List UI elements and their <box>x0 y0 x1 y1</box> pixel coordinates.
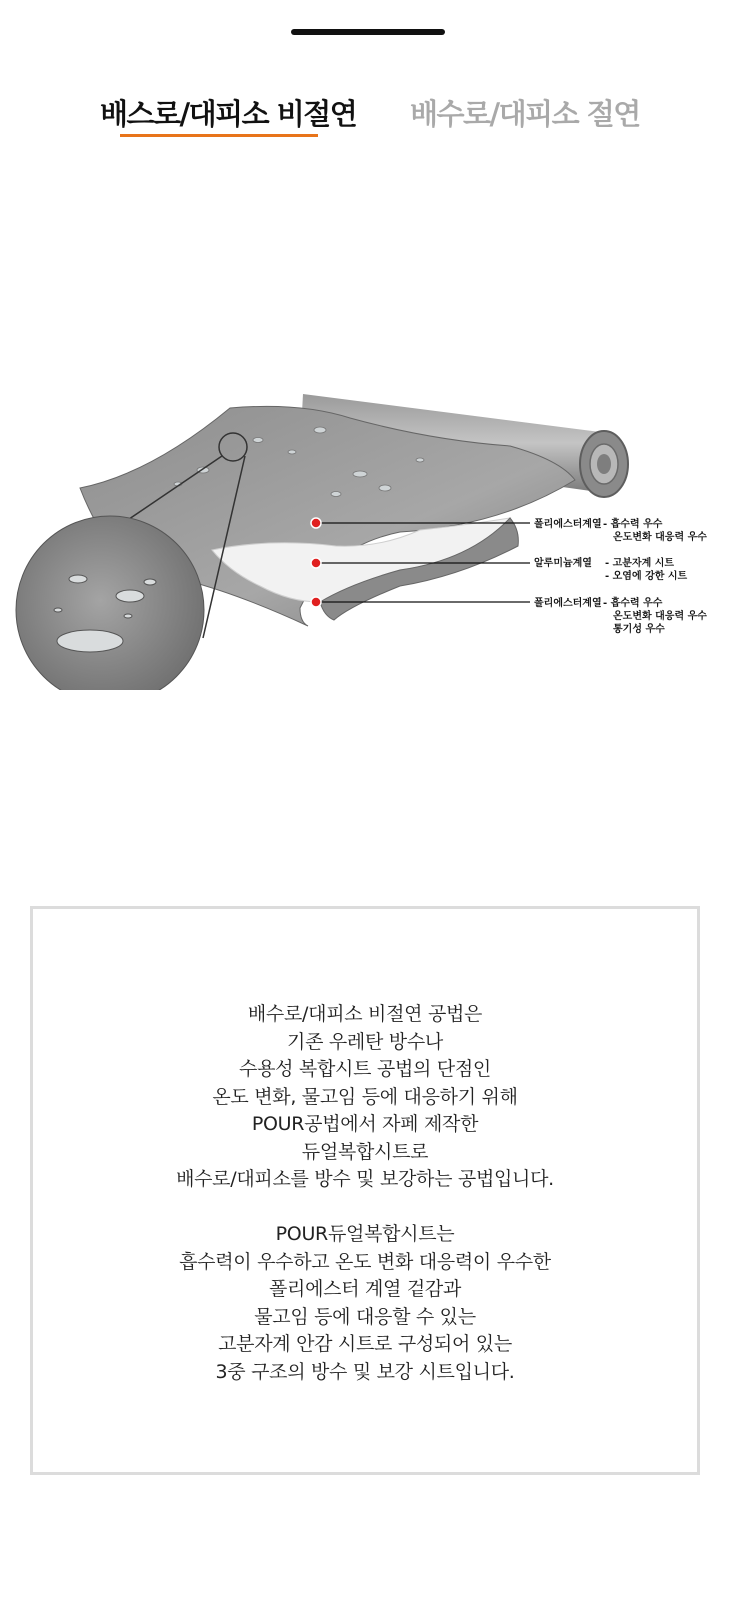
description-line: 배수로/대피소 비절연 공법은 <box>247 1003 483 1025</box>
layer-top-material: 폴리에스터계열 <box>534 519 602 530</box>
description-line: 듀얼복합시트로 <box>301 1140 429 1163</box>
sheet-structure-diagram <box>0 370 750 690</box>
layer-bottom-prop: 통기성 우수 <box>613 624 665 635</box>
active-tab-indicator <box>120 134 318 137</box>
description-line: POUR공법에서 자페 제작한 <box>251 1113 479 1135</box>
layer-middle-prop: - 오염에 강한 시트 <box>605 571 688 582</box>
description-line: 흡수력이 우수하고 온도 변화 대응력이 우수한 <box>179 1250 551 1273</box>
tab-insulated[interactable]: 배수로/대피소 절연 <box>410 97 640 131</box>
description-line: 물고임 등에 대응할 수 있는 <box>254 1305 476 1328</box>
description-paragraph-1 <box>33 1001 697 1194</box>
layer-middle-material: 알루미늄계열 <box>534 558 592 569</box>
description-line: 온도 변화, 물고임 등에 대응하기 위해 <box>212 1085 518 1108</box>
description-paragraph-2 <box>33 1221 697 1386</box>
description-line: 수용성 복합시트 공법의 단점인 <box>239 1058 491 1080</box>
description-line: 배수로/대피소를 방수 및 보강하는 공법입니다. <box>176 1168 554 1190</box>
description-line: 기존 우레탄 방수나 <box>287 1030 443 1053</box>
description-line: 고분자계 안감 시트로 구성되어 있는 <box>218 1333 512 1355</box>
layer-marker-middle <box>311 558 321 568</box>
layer-top-prop: - 흡수력 우수 <box>603 519 663 530</box>
tab-non-insulated[interactable]: 배스로/대피소 비절연 <box>100 97 357 131</box>
drag-handle-bar[interactable] <box>291 29 445 35</box>
layer-bottom-prop: 온도변화 대응력 우수 <box>613 611 707 622</box>
layer-top-prop: 온도변화 대응력 우수 <box>613 532 707 543</box>
description-line: 폴리에스터 계열 겉감과 <box>268 1278 462 1300</box>
description-box <box>30 906 700 1475</box>
layer-bottom-material: 폴리에스터계열 <box>534 598 602 609</box>
layer-bottom-prop: - 흡수력 우수 <box>603 598 663 609</box>
layer-marker-bottom <box>311 597 321 607</box>
description-line: POUR듀얼복합시트는 <box>275 1223 455 1245</box>
layer-marker-top <box>311 518 321 528</box>
description-line: 3중 구조의 방수 및 보강 시트입니다. <box>215 1360 515 1383</box>
layer-middle-prop: - 고분자계 시트 <box>605 558 675 569</box>
